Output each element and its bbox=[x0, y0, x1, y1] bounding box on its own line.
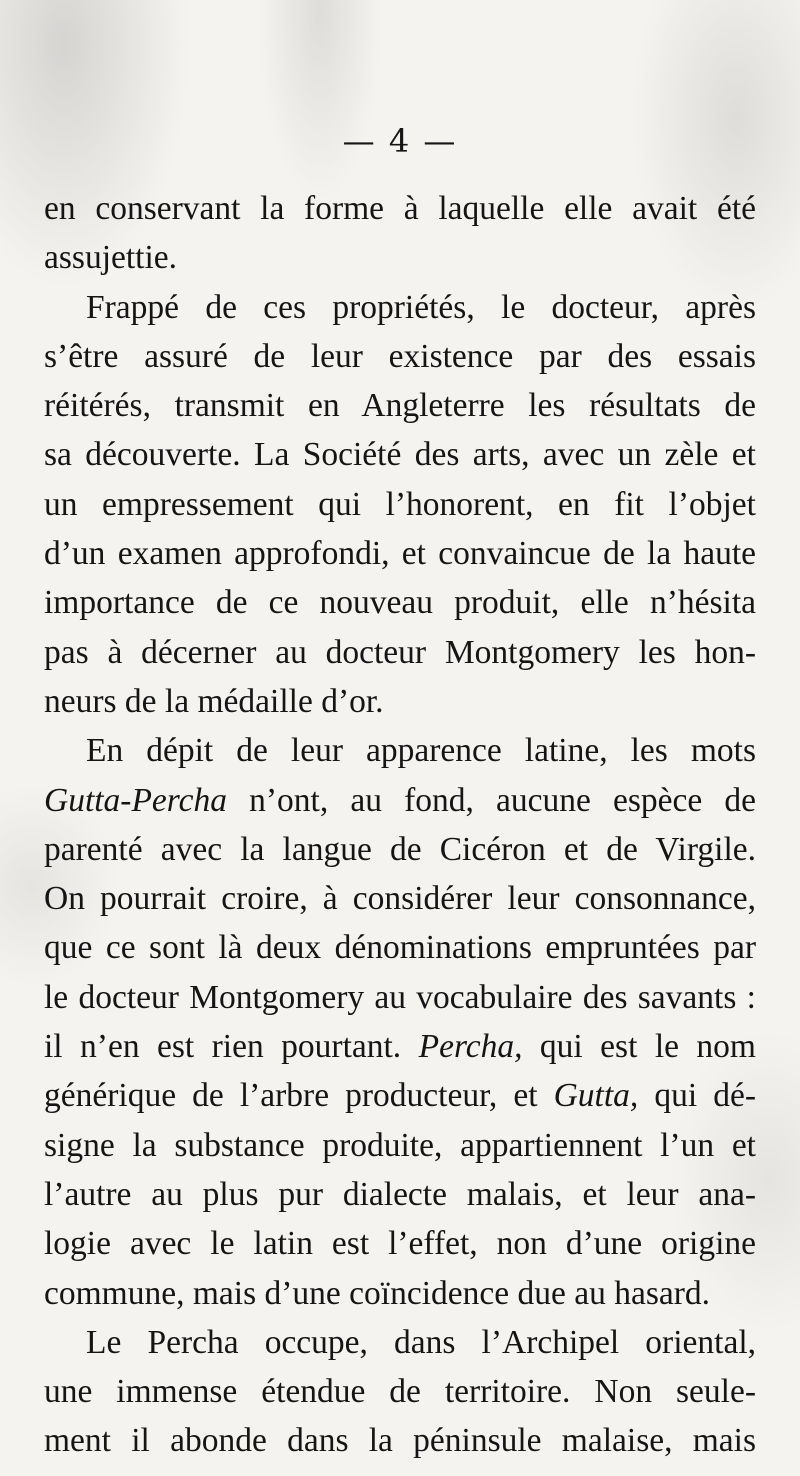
text-line bbox=[44, 874, 756, 923]
text-run: logie avec le latin est l’effet, non d’une origine bbox=[44, 1225, 756, 1263]
text-line bbox=[44, 1121, 756, 1170]
text-line bbox=[44, 283, 756, 332]
text-line bbox=[44, 1367, 756, 1416]
text-line bbox=[44, 973, 756, 1022]
text-line bbox=[44, 381, 756, 430]
text-run: signe la substance produite, appartiennent l’un et bbox=[44, 1126, 756, 1164]
text-run: une immense étendue de territoire. Non seule- bbox=[44, 1373, 756, 1411]
text-run: importance de ce nouveau produit, elle n’hésita bbox=[44, 584, 756, 622]
text-line bbox=[44, 726, 756, 775]
text-run: Frappé de ces propriétés, le docteur, après bbox=[86, 288, 756, 326]
text-line bbox=[44, 628, 756, 677]
text-run: un empressement qui l’honorent, en fit l’objet bbox=[44, 485, 756, 523]
text-line bbox=[44, 480, 756, 529]
text-line bbox=[44, 184, 756, 233]
text-run: En dépit de leur apparence latine, les mots bbox=[86, 732, 756, 770]
text-line bbox=[44, 233, 756, 282]
text-line bbox=[44, 677, 756, 726]
text-run: l’autre au plus pur dialecte malais, et leur ana- bbox=[44, 1175, 756, 1213]
text-line bbox=[44, 1269, 756, 1318]
text-run: commune, mais d’une coïncidence due au hasard. bbox=[44, 1274, 711, 1312]
text-line bbox=[44, 923, 756, 972]
text-run: qui dé- bbox=[638, 1077, 756, 1115]
text-run: Le Percha occupe, dans l’Archipel oriental, bbox=[86, 1323, 756, 1361]
text-line bbox=[44, 332, 756, 381]
text-run: On pourrait croire, à considérer leur consonnance, bbox=[44, 880, 756, 918]
text-run: s’être assuré de leur existence par des essais bbox=[44, 337, 756, 375]
text-line bbox=[44, 1022, 756, 1071]
text-line bbox=[44, 1416, 756, 1465]
text-run: réitérés, transmit en Angleterre les résultats de bbox=[44, 387, 756, 425]
text-run: assujettie. bbox=[44, 239, 178, 277]
text-run: générique de l’arbre producteur, et bbox=[44, 1077, 554, 1115]
text-run: le docteur Montgomery au vocabulaire des savants : bbox=[44, 978, 756, 1016]
text-run: neurs de la médaille d’or. bbox=[44, 682, 384, 720]
text-line bbox=[44, 1318, 756, 1367]
text-line bbox=[44, 825, 756, 874]
italic-text: Percha, bbox=[418, 1028, 523, 1066]
text-run: ment il abonde dans la péninsule malaise, mais bbox=[44, 1422, 756, 1460]
page-number: — 4 — bbox=[342, 122, 458, 160]
text-line bbox=[44, 1071, 756, 1120]
text-run: il n’en est rien pourtant. bbox=[44, 1028, 419, 1066]
text-run: n’ont, au fond, aucune espèce de bbox=[226, 781, 756, 819]
italic-text: Gutta, bbox=[553, 1077, 639, 1115]
text-line bbox=[44, 529, 756, 578]
text-line bbox=[44, 1219, 756, 1268]
text-run: en conservant la forme à laquelle elle avait été bbox=[44, 190, 756, 227]
text-run: sa découverte. La Société des arts, avec un zèle et bbox=[44, 436, 756, 474]
text-line bbox=[44, 1170, 756, 1219]
text-line bbox=[44, 430, 756, 479]
text-line bbox=[44, 776, 756, 825]
text-line bbox=[44, 578, 756, 627]
italic-text: Gutta-Percha bbox=[44, 781, 227, 819]
text-run: qui est le nom bbox=[522, 1028, 756, 1066]
text-run: pas à décerner au docteur Montgomery les hon- bbox=[44, 633, 756, 671]
text-run: parenté avec la langue de Cicéron et de Virgile. bbox=[44, 830, 756, 868]
text-run: que ce sont là deux dénominations empruntées par bbox=[44, 929, 756, 967]
body-text bbox=[44, 184, 756, 1466]
text-run: d’un examen approfondi, et convaincue de la haute bbox=[44, 535, 756, 573]
